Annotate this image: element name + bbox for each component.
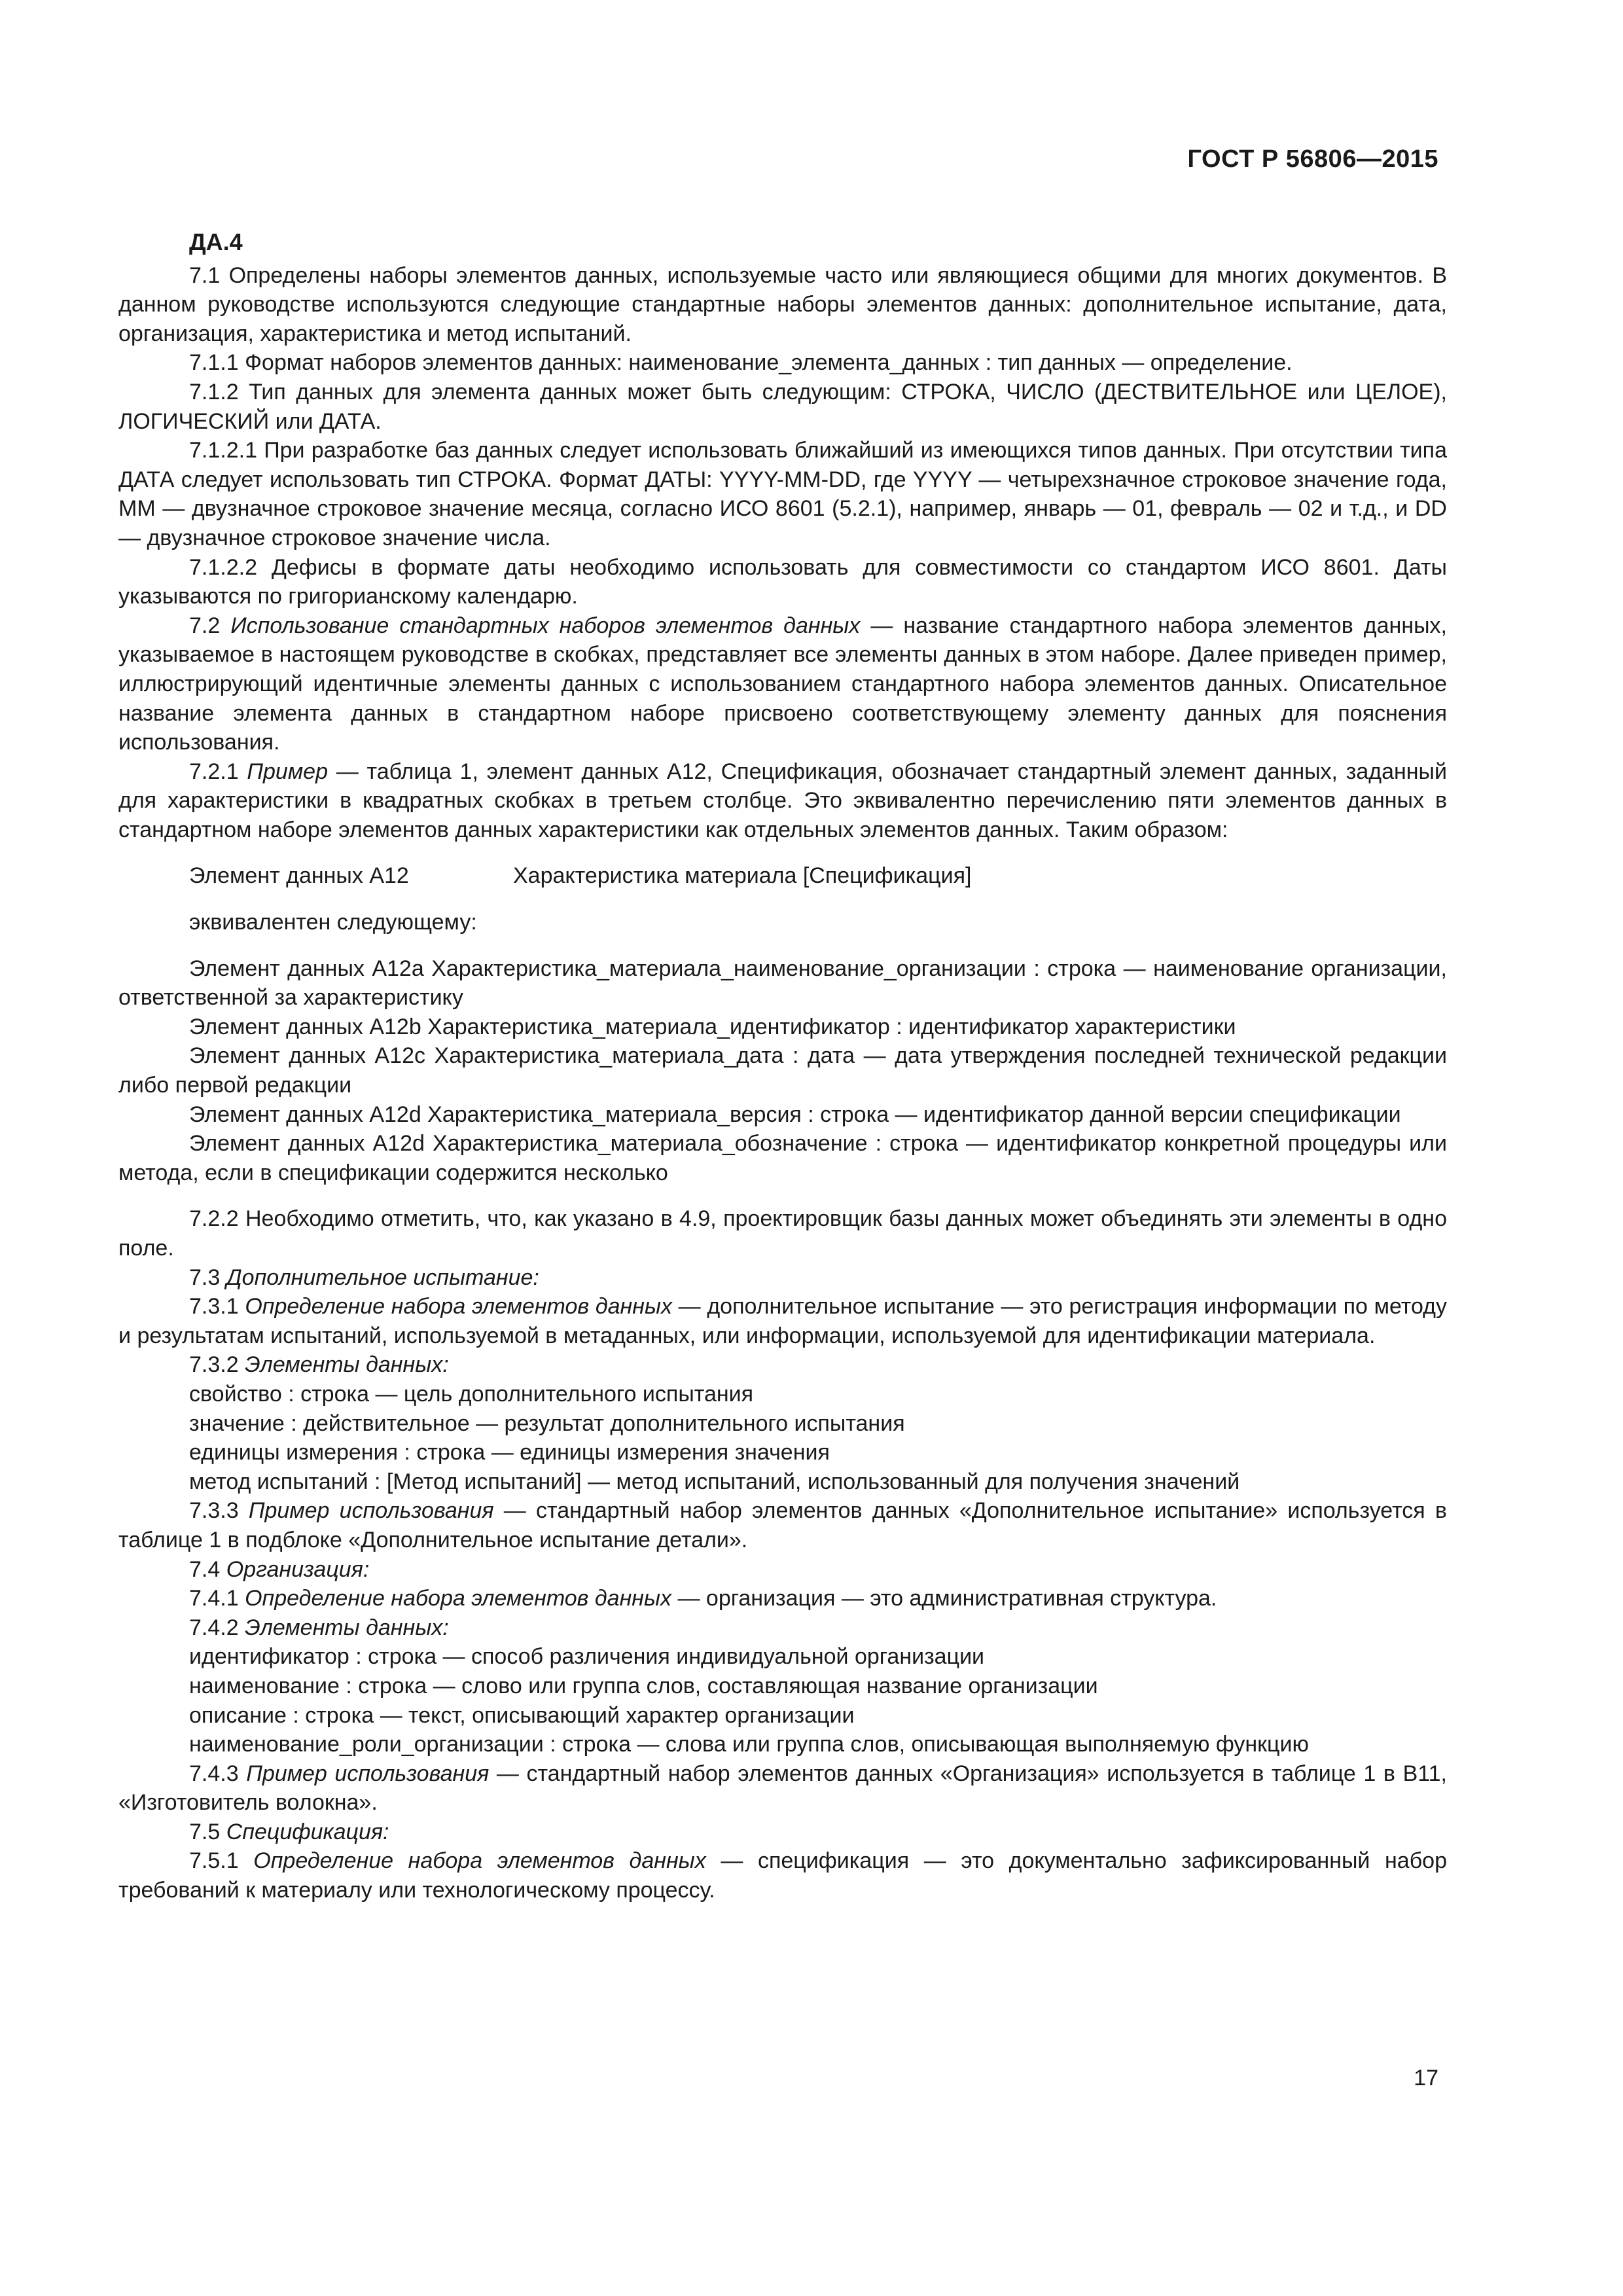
- paragraph-7-1-2-1: 7.1.2.1 При разработке баз данных следует использовать ближайший из имеющихся типов данных. При отсутствии типа ДАТА следует использовать тип СТРОКА. Формат ДАТЫ: YYYY-MM-DD, где YYYY — четырехзначное строковое значение года, MM — двузначное строковое значение месяца, согласно ИСО 8601 (5.2.1), например, январь — 01, февраль — 02 и т.д., и DD — двузначное строковое значение числа.: [118, 438, 1447, 550]
- paragraph-7-2-1: [118, 757, 1447, 845]
- clause-number: 7.2: [189, 613, 231, 638]
- element-list: [118, 954, 1447, 1188]
- paragraph-7-1-2-2: 7.1.2.2 Дефисы в формате даты необходимо использовать для совместимости со стандартом ИСО 8601. Даты указываются по григорианскому календарю.: [118, 554, 1447, 609]
- clause-number: 7.5: [189, 1819, 226, 1844]
- paragraph-7-4-1: [118, 1584, 1447, 1613]
- clause-number: 7.3.1: [189, 1294, 245, 1319]
- example-element-desc: Характеристика материала [Спецификация]: [513, 863, 972, 889]
- clause-term: Пример использования: [246, 1761, 490, 1786]
- example-element-id: Элемент данных A12: [189, 863, 409, 889]
- paragraph-7-2: [118, 611, 1447, 757]
- clause-text: — организация — это административная структура.: [671, 1586, 1217, 1611]
- list-item-property: свойство : строка — цель дополнительного испытания: [189, 1381, 754, 1407]
- clause-text: — дополнительное испытание — это регистрация информации по методу и результатам испытаний, используемой в метаданных, или информации, используемой для идентификации материала.: [118, 1294, 1447, 1348]
- paragraph-7-2-2: 7.2.2 Необходимо отметить, что, как указано в 4.9, проектировщик базы данных может объединять эти элементы в одно поле.: [118, 1206, 1447, 1261]
- clause-number: 7.2.1: [189, 759, 247, 784]
- clause-text: — название стандартного набора элементов данных, указываемое в настоящем руководстве в скобках, представляет все элементы данных в этом наборе. Далее приведен пример, иллюстрирующий идентичные элементы данных с использованием стандартного набора элементов данных. Описательное название элемента данных в стандартном наборе присвоено соответствующему элементу данных для пояснения использования.: [118, 613, 1447, 755]
- paragraph-7-5: [118, 1818, 1447, 1847]
- list-item-value: значение : действительное — результат дополнительного испытания: [189, 1410, 905, 1436]
- paragraph-7-1-2: 7.1.2 Тип данных для элемента данных может быть следующим: СТРОКА, ЧИСЛО (ДЕСТВИТЕЛЬНОЕ или ЦЕЛОЕ), ЛОГИЧЕСКИЙ или ДАТА.: [118, 379, 1447, 434]
- list-item-units: единицы измерения : строка — единицы измерения значения: [189, 1440, 830, 1465]
- clause-text: — спецификация — это документально зафиксированный набор требований к материалу или технологическому процессу.: [118, 1848, 1447, 1903]
- clause-number: 7.4.3: [189, 1761, 247, 1786]
- clause-number: 7.3.2: [189, 1352, 245, 1378]
- clause-text: — стандартный набор элементов данных «Организация» используется в таблице 1 в B11, «Изготовитель волокна».: [118, 1761, 1447, 1816]
- paragraph-7-4-3: [118, 1759, 1447, 1818]
- clause-term: Элементы данных:: [245, 1615, 449, 1640]
- clause-text: — стандартный набор элементов данных «Дополнительное испытание» используется в таблице 1 в подблоке «Дополнительное испытание детали».: [118, 1498, 1447, 1552]
- paragraph-7-5-1: [118, 1846, 1447, 1905]
- clause-term: Элементы данных:: [245, 1352, 449, 1378]
- clause-term: Определение набора элементов данных: [245, 1586, 672, 1611]
- element-item-a12b: Элемент данных A12b Характеристика_материала_идентификатор : идентификатор характеристики: [189, 1014, 1236, 1039]
- element-item-a12d-designation: Элемент данных A12d Характеристика_материала_обозначение : строка — идентификатор конкретной процедуры или метода, если в спецификации содержится несколько: [118, 1131, 1447, 1185]
- clause-text: — таблица 1, элемент данных A12, Спецификация, обозначает стандартный элемент данных, заданный для характеристики в квадратных скобках в третьем столбце. Это эквивалентно перечислению пяти элементов данных в стандартном наборе элементов данных характеристики как отдельных элементов данных. Таким образом:: [118, 759, 1447, 842]
- equivalent-label: эквивалентен следующему:: [189, 910, 477, 935]
- section-title: ДА.4: [189, 228, 243, 255]
- paragraph-7-1: 7.1 Определены наборы элементов данных, используемые часто или являющиеся общими для многих документов. В данном руководстве используются следующие стандартные наборы элементов данных: дополнительное испытание, дата, организация, характеристика и метод испытаний.: [118, 262, 1447, 346]
- list-item-identifier: идентификатор : строка — способ различения индивидуальной организации: [189, 1644, 985, 1670]
- clause-number: 7.4.1: [189, 1586, 245, 1611]
- element-item-a12c: Элемент данных A12c Характеристика_материала_дата : дата — дата утверждения последней технической редакции либо первой редакции: [118, 1043, 1447, 1098]
- example-row: [118, 861, 1447, 891]
- paragraph-7-3: [118, 1263, 1447, 1293]
- paragraph-7-4: [118, 1555, 1447, 1585]
- document-body: [118, 228, 1447, 1905]
- element-item-a12d-version: Элемент данных A12d Характеристика_материала_версия : строка — идентификатор данной версии спецификации: [189, 1102, 1401, 1127]
- clause-number: 7.4: [189, 1556, 226, 1582]
- clause-number: 7.4.2: [189, 1615, 245, 1640]
- paragraph-7-3-3: [118, 1496, 1447, 1554]
- clause-term: Пример использования: [248, 1498, 494, 1524]
- clause-term: Использование стандартных наборов элементов данных: [230, 613, 861, 638]
- clause-number: 7.3: [189, 1265, 226, 1290]
- paragraph-7-3-2: [118, 1350, 1447, 1380]
- document-header-id: ГОСТ Р 56806—2015: [1187, 145, 1438, 173]
- list-item-description: описание : строка — текст, описывающий характер организации: [189, 1702, 855, 1728]
- list-item-name: наименование : строка — слово или группа слов, составляющая название организации: [189, 1673, 1098, 1698]
- paragraph-7-3-1: [118, 1292, 1447, 1350]
- clause-term: Организация:: [226, 1556, 370, 1582]
- clause-term: Определение набора элементов данных: [245, 1294, 672, 1319]
- clause-number: 7.3.3: [189, 1498, 249, 1524]
- clause-term: Определение набора элементов данных: [253, 1848, 706, 1874]
- paragraph-7-1-1: 7.1.1 Формат наборов элементов данных: наименование_элемента_данных : тип данных — определение.: [189, 350, 1293, 376]
- page-number: 17: [1414, 2066, 1438, 2090]
- list-item-role-name: наименование_роли_организации : строка — слова или группа слов, описывающая выполняемую функцию: [189, 1732, 1310, 1757]
- element-item-a12a: Элемент данных A12a Характеристика_материала_наименование_организации : строка — наименование организации, ответственной за характеристику: [118, 956, 1447, 1011]
- clause-term: Дополнительное испытание:: [226, 1265, 539, 1290]
- clause-number: 7.5.1: [189, 1848, 254, 1874]
- list-item-test-method: метод испытаний : [Метод испытаний] — метод испытаний, использованный для получения значений: [189, 1469, 1240, 1494]
- paragraph-7-4-2: [118, 1613, 1447, 1643]
- clause-term: Спецификация:: [226, 1819, 389, 1844]
- clause-term: Пример: [247, 759, 328, 784]
